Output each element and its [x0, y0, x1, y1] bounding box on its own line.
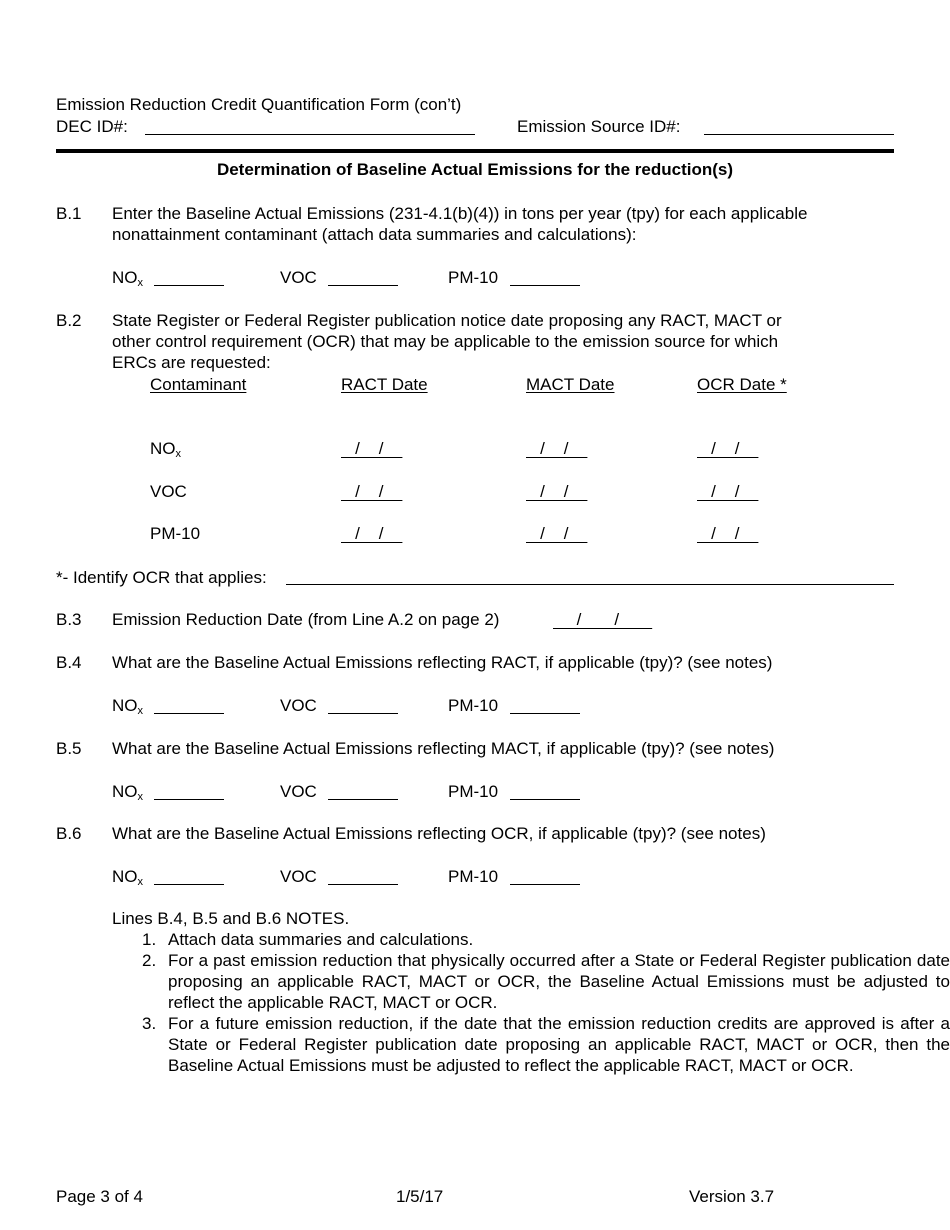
b6-text: What are the Baseline Actual Emissions reflecting OCR, if applicable (tpy)? (see notes): [112, 824, 766, 843]
notes-list: [112, 929, 950, 1076]
note-item: 1. Attach data summaries and calculations.: [142, 930, 474, 949]
b5-number: B.5: [56, 739, 82, 758]
voc-mact-date[interactable]: / /: [526, 482, 588, 501]
b5-pm10-label: PM-10: [448, 782, 499, 801]
voc-ract-date[interactable]: / /: [341, 482, 403, 501]
header-divider: [56, 149, 894, 153]
b2-text-line3: ERCs are requested:: [112, 353, 271, 372]
b1-pm10-field[interactable]: [510, 285, 580, 286]
footer-date: 1/5/17: [396, 1187, 444, 1206]
b1-voc-field[interactable]: [328, 285, 398, 286]
b6-voc-label: VOC: [280, 867, 317, 886]
b4-voc-label: VOC: [280, 696, 317, 715]
b4-number: B.4: [56, 653, 82, 672]
col-header-mact: MACT Date: [526, 375, 615, 394]
pm10-ract-date[interactable]: / /: [341, 524, 403, 543]
voc-ocr-date[interactable]: / /: [697, 482, 759, 501]
ocr-identify-label: *- Identify OCR that applies:: [56, 568, 267, 587]
b1-pm10-label: PM-10: [448, 268, 499, 287]
row-voc-label: VOC: [150, 482, 187, 501]
b6-voc-field[interactable]: [328, 884, 398, 885]
col-header-contaminant: Contaminant: [150, 375, 247, 394]
footer-version: Version 3.7: [689, 1187, 775, 1206]
b6-nox-label: NOx: [112, 867, 143, 888]
note-item: 3. For a future emission reduction, if the date that the emission reduction credits are approved is after a State or Federal Register publication date proposing an applicable RACT, MACT or OCR, then the Baseline Actual Emissions must be adjusted to reflect the applicable RACT, MACT or OCR.: [142, 1014, 950, 1075]
nox-ocr-date[interactable]: / /: [697, 439, 759, 458]
b5-nox-field[interactable]: [154, 799, 224, 800]
b1-text-line1: Enter the Baseline Actual Emissions (231-4.1(b)(4)) in tons per year (tpy) for each applicable: [112, 204, 808, 223]
b3-number: B.3: [56, 610, 82, 629]
b2-number: B.2: [56, 311, 82, 330]
nox-mact-date[interactable]: / /: [526, 439, 588, 458]
ocr-identify-field[interactable]: [286, 584, 894, 585]
b4-nox-field[interactable]: [154, 713, 224, 714]
pm10-ocr-date[interactable]: / /: [697, 524, 759, 543]
nox-ract-date[interactable]: / /: [341, 439, 403, 458]
b4-nox-label: NOx: [112, 696, 143, 717]
col-header-ract: RACT Date: [341, 375, 428, 394]
b1-number: B.1: [56, 204, 82, 223]
b5-nox-label: NOx: [112, 782, 143, 803]
b5-voc-field[interactable]: [328, 799, 398, 800]
emission-reduction-date[interactable]: / /: [553, 610, 653, 629]
b6-pm10-label: PM-10: [448, 867, 499, 886]
b5-pm10-field[interactable]: [510, 799, 580, 800]
b4-voc-field[interactable]: [328, 713, 398, 714]
dec-id-label: DEC ID#:: [56, 117, 128, 136]
section-title: Determination of Baseline Actual Emissions for the reduction(s): [216, 160, 734, 179]
b2-text-line1: State Register or Federal Register publication notice date proposing any RACT, MACT or: [112, 311, 782, 330]
note-item: 2. For a past emission reduction that physically occurred after a State or Federal Register publication date proposing an applicable RACT, MACT or OCR, the Baseline Actual Emissions must be adjusted to reflect the applicable RACT, MACT or OCR.: [142, 951, 950, 1012]
form-title: Emission Reduction Credit Quantification Form (con’t): [56, 95, 462, 114]
b4-pm10-label: PM-10: [448, 696, 499, 715]
dec-id-field[interactable]: [145, 134, 475, 135]
notes-heading: Lines B.4, B.5 and B.6 NOTES.: [112, 909, 350, 928]
b6-nox-field[interactable]: [154, 884, 224, 885]
b4-pm10-field[interactable]: [510, 713, 580, 714]
source-id-field[interactable]: [704, 134, 894, 135]
b5-text: What are the Baseline Actual Emissions reflecting MACT, if applicable (tpy)? (see notes): [112, 739, 775, 758]
b1-nox-field[interactable]: [154, 285, 224, 286]
col-header-ocr: OCR Date *: [697, 375, 787, 394]
source-id-label: Emission Source ID#:: [517, 117, 681, 136]
b5-voc-label: VOC: [280, 782, 317, 801]
b1-voc-label: VOC: [280, 268, 317, 287]
footer-page: Page 3 of 4: [56, 1187, 143, 1206]
b1-nox-label: NOx: [112, 268, 143, 289]
pm10-mact-date[interactable]: / /: [526, 524, 588, 543]
b2-text-line2: other control requirement (OCR) that may be applicable to the emission source for which: [112, 332, 779, 351]
b6-pm10-field[interactable]: [510, 884, 580, 885]
b6-number: B.6: [56, 824, 82, 843]
b1-text-line2: nonattainment contaminant (attach data summaries and calculations):: [112, 225, 637, 244]
b3-text: Emission Reduction Date (from Line A.2 on page 2): [112, 610, 500, 629]
b4-text: What are the Baseline Actual Emissions reflecting RACT, if applicable (tpy)? (see notes): [112, 653, 773, 672]
row-nox-label: NOx: [150, 439, 181, 460]
row-pm10-label: PM-10: [150, 524, 201, 543]
